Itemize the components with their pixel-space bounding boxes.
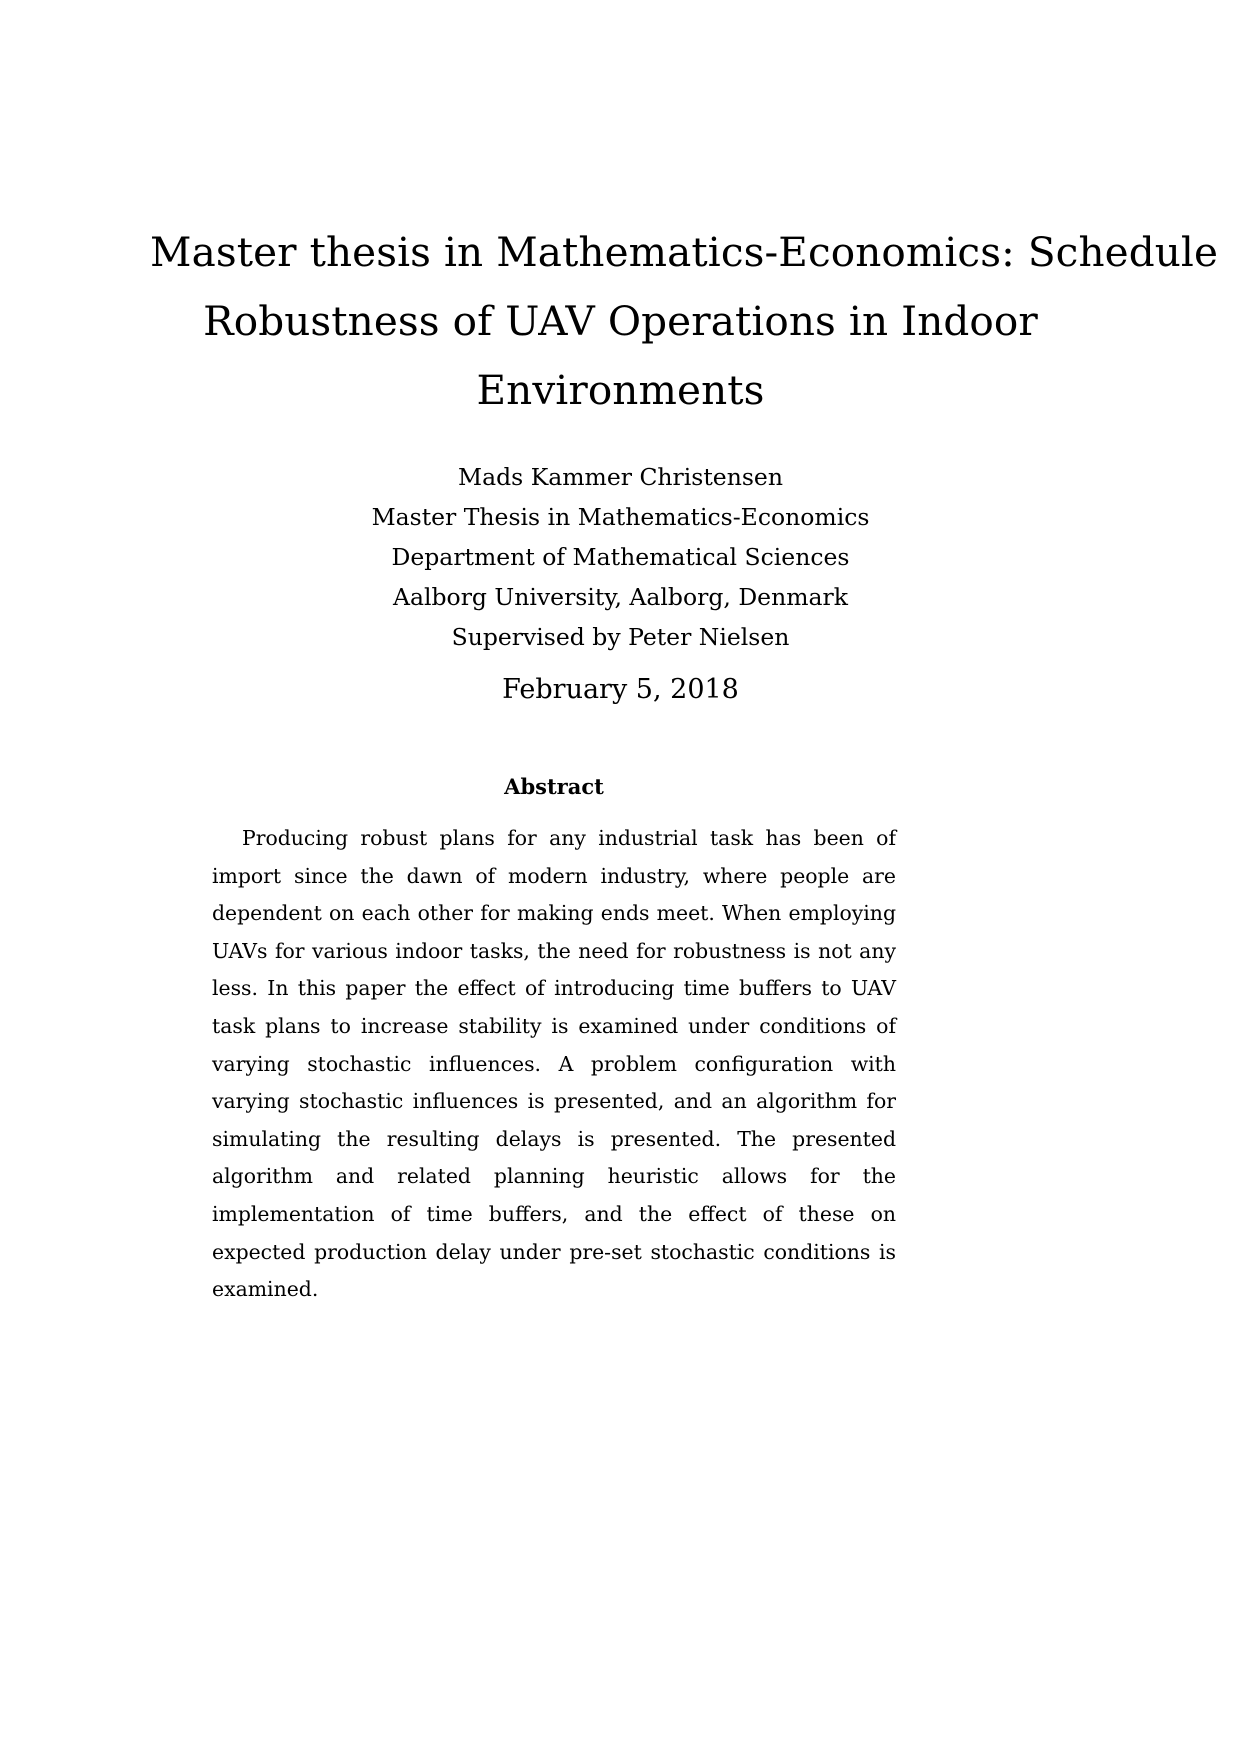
abstract-text: Producing robust plans for any industrial task has been of import since the dawn of modern industry, where people are dependent on each other for making ends meet. When employing UAVs for various indoor tasks, the need for robustness is not any less. In this paper the effect of introducing time buffers to UAV task plans to increase stability is examined under conditions of varying stochastic influences. A problem configuration with varying stochastic influences is presented, and an algorithm for simulating the resulting delays is presented. The presented algorithm and related planning heuristic allows for the implementation of time buffers, and the effect of these on expected production delay under pre-set stochastic conditions is examined.	[212, 826, 896, 1302]
degree-program: Master Thesis in Mathematics-Economics	[371, 503, 870, 531]
author-name: Mads Kammer Christensen	[458, 463, 783, 491]
supervisor: Supervised by Peter Nielsen	[451, 623, 790, 651]
author-affiliation-block	[150, 457, 1091, 657]
department: Department of Mathematical Sciences	[391, 543, 850, 571]
title-line-1: Master thesis in Mathematics-Economics: Schedule	[150, 228, 1219, 276]
date-block	[150, 670, 1091, 710]
abstract-heading: Abstract	[504, 774, 604, 799]
publication-date: February 5, 2018	[502, 674, 739, 705]
institution: Aalborg University, Aalborg, Denmark	[393, 583, 848, 611]
title-line-3: Environments	[476, 366, 765, 414]
page-title	[150, 218, 1219, 425]
title-line-2: Robustness of UAV Operations in Indoor	[203, 297, 1038, 345]
